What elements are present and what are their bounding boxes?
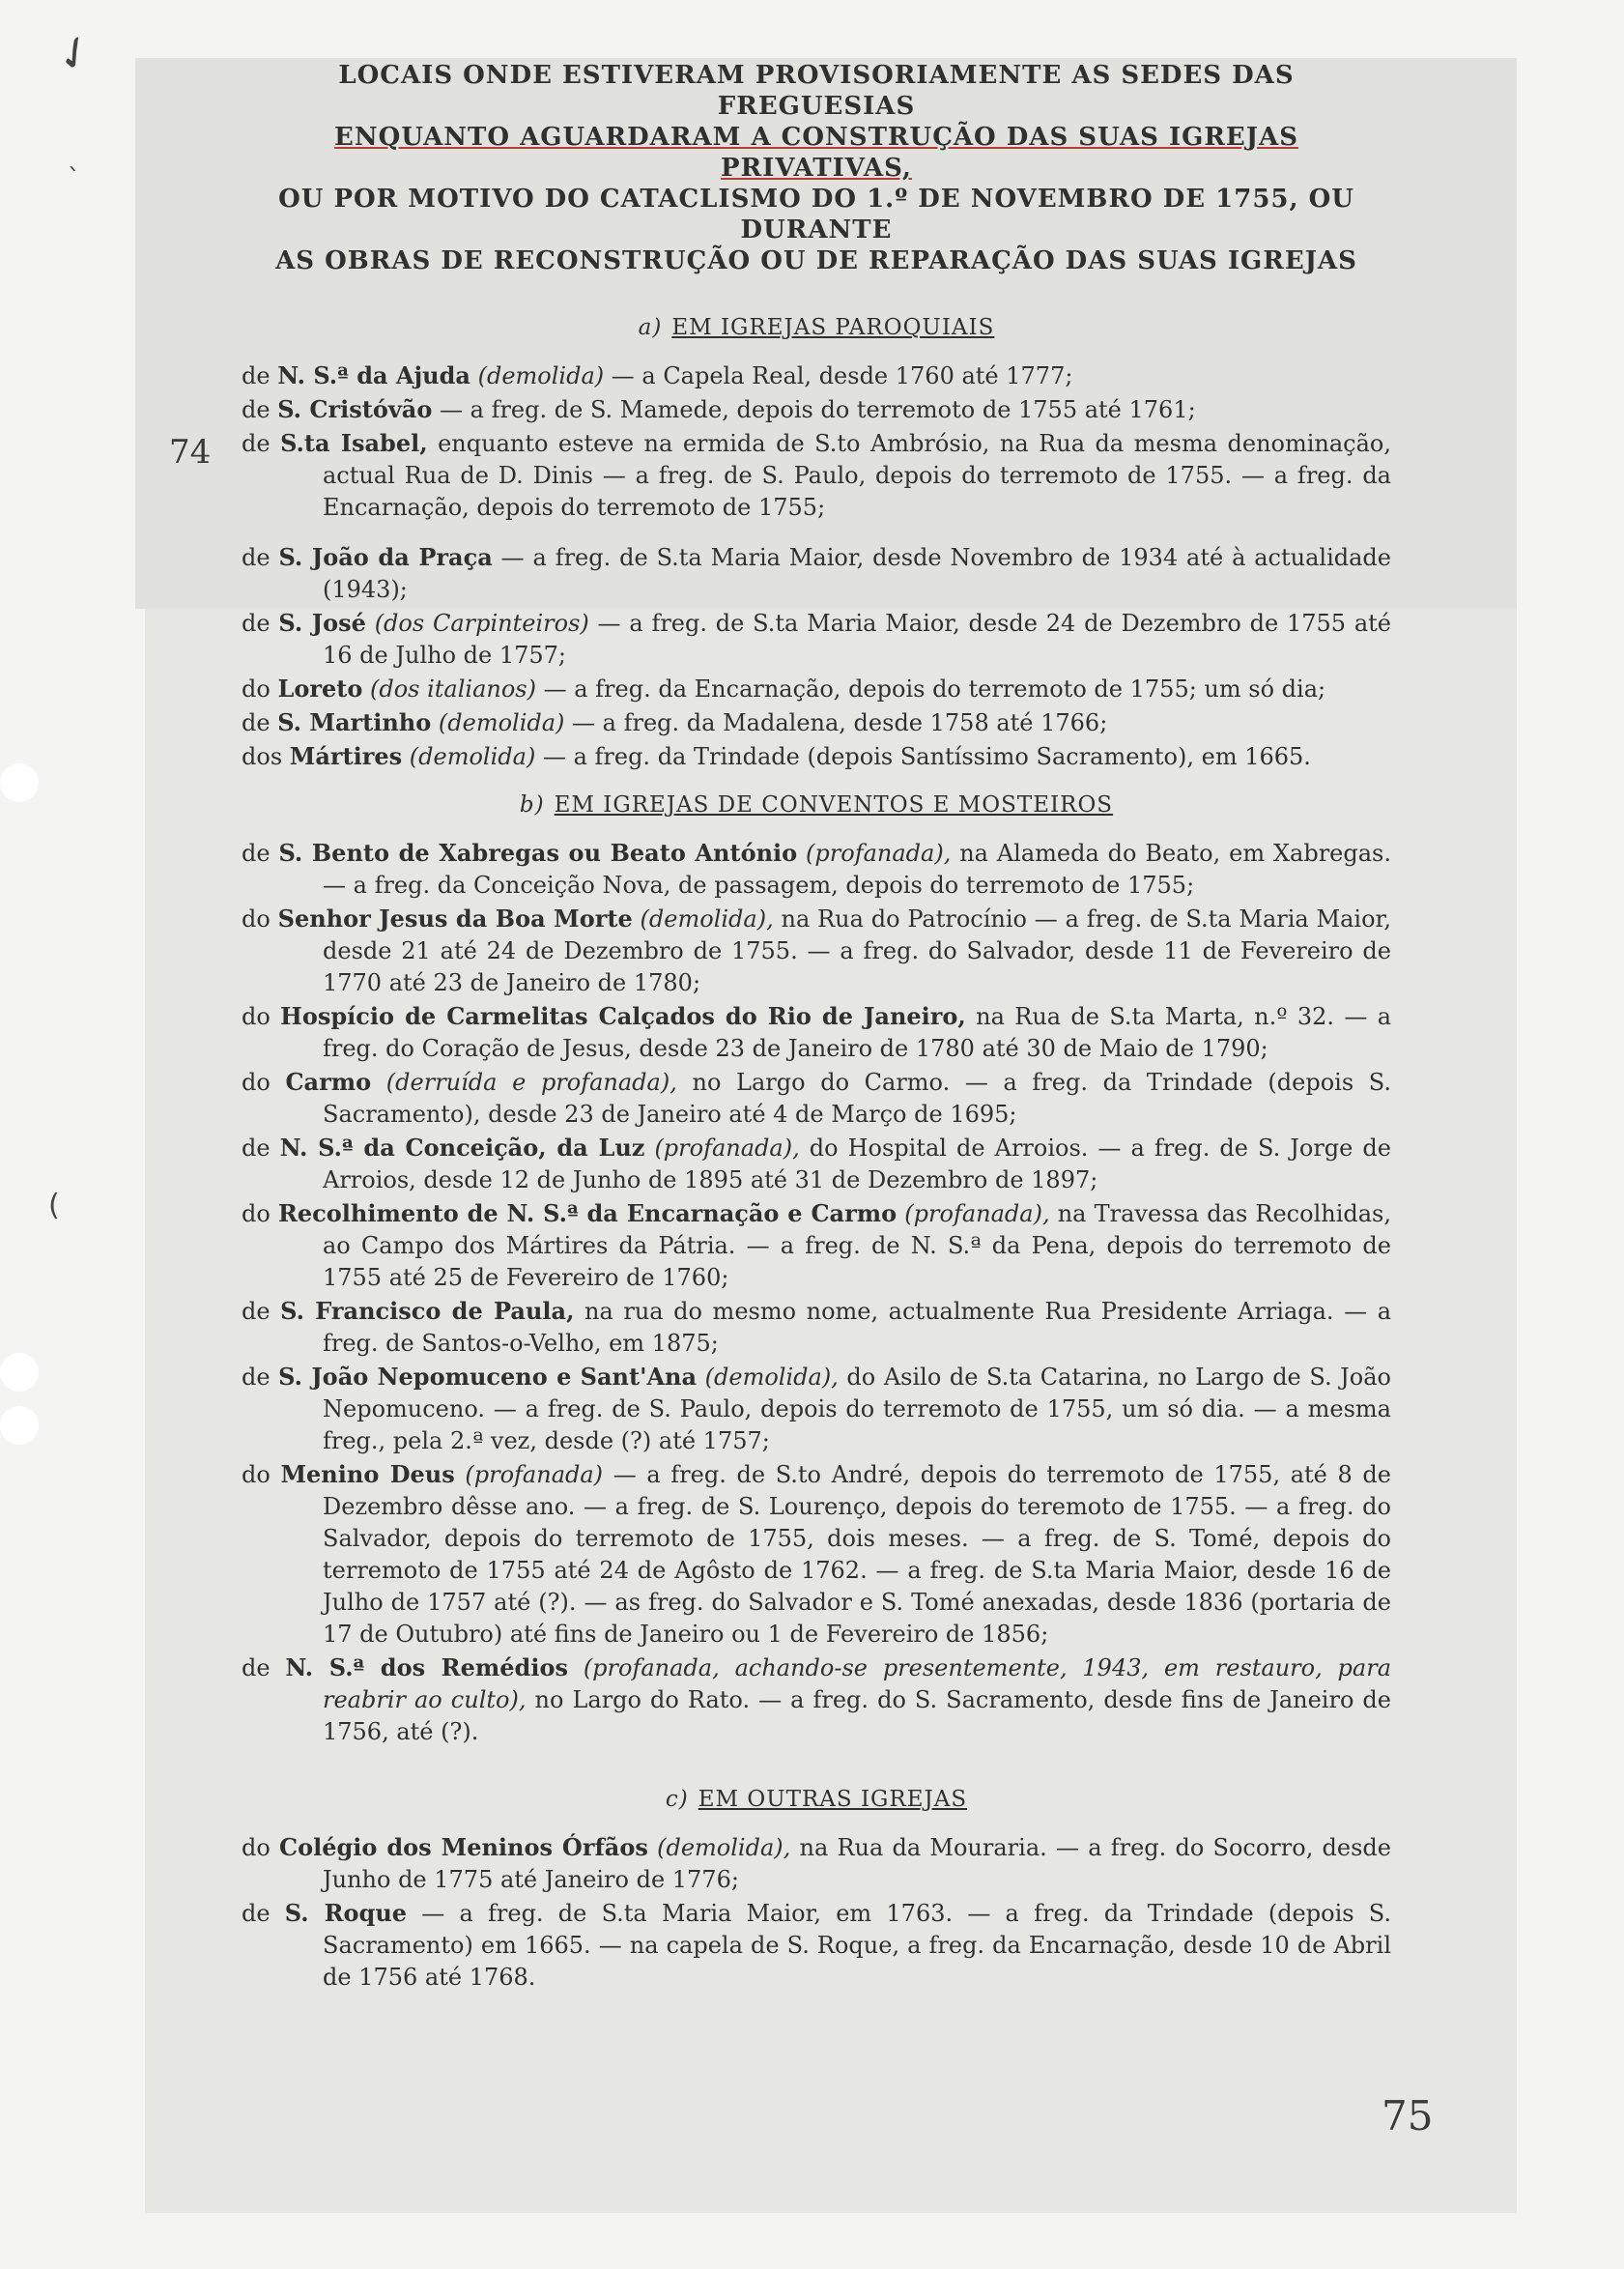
section-title: EM OUTRAS IGREJAS: [698, 1787, 968, 1812]
entry-church: S. João Nepomuceno e Sant'Ana: [278, 1363, 698, 1391]
binder-hole: [0, 1353, 39, 1392]
section-heading: [242, 315, 1391, 340]
list-item: [242, 541, 1391, 606]
entry-text: na Rua do Patrocínio — a freg. de S.ta Maria Maior, desde 21 até 24 de Dezembro de 1755. — a freg. do Salvador, desde 11 de Fevereiro de 1770 até 23 de Janeiro de 1780;: [323, 905, 1392, 996]
entry-text: — a freg. da Encarnação, depois do terremoto de 1755; um só dia;: [535, 675, 1326, 703]
document-body: [242, 60, 1391, 1995]
list-item: [242, 1651, 1391, 1748]
entry-note: (demolida): [470, 362, 605, 389]
entry-prefix: do: [242, 905, 278, 933]
entry-text: na Rua de S.ta Marta, n.º 32. — a freg. do Coração de Jesus, desde 23 de Janeiro de 1780 até 30 de Maio de 1790;: [323, 1003, 1392, 1062]
list-item: [242, 359, 1391, 392]
entry-church: S. Roque: [284, 1899, 408, 1927]
entry-note: (demolida),: [632, 905, 774, 933]
title-line: OU POR MOTIVO DO CATACLISMO DO 1.º DE NOVEMBRO DE 1755, OU DURANTE: [278, 185, 1354, 244]
entry-church: S.ta Isabel,: [280, 429, 428, 457]
entry-prefix: de: [242, 1298, 281, 1325]
entry-church: Loreto: [277, 675, 363, 703]
entry-text: — a freg. de S.to André, depois do terremoto de 1755, até 8 de Dezembro dêsse ano. — a freg. de S. Lourenço, depois do teremoto de 1755. — a freg. do Salvador, depois do terremoto de 1755, dois meses. — a freg. de S. Tomé, depois do terremoto de 1755 até 24 de Agôsto de 1762. — a freg. de S.ta Maria Maior, desde 16 de Julho de 1757 até (?). — as freg. do Salvador e S. Tomé anexadas, desde 1836 (portaria de 17 de Outubro) até fins de Janeiro ou 1 de Fevereiro de 1856;: [323, 1461, 1391, 1648]
entry-prefix: de: [242, 1654, 286, 1681]
entry-text: na Travessa das Recolhidas, ao Campo dos Mártires da Pátria. — a freg. de N. S.ª da Pena, depois do terremoto de 1755 até 25 de Fevereiro de 1760;: [323, 1200, 1391, 1291]
pen-mark: `: [68, 164, 80, 193]
entry-note: (profanada, achando-se presentemente, 1943, em restauro, para reabrir ao culto),: [323, 1654, 1392, 1713]
entry-text: — a freg. de S.ta Maria Maior, desde 24 de Dezembro de 1755 até 16 de Julho de 1757;: [323, 610, 1392, 669]
entry-text: — a Capela Real, desde 1760 até 1777;: [604, 362, 1073, 389]
section-letter: a): [638, 315, 663, 340]
entry-church: N. S.ª da Ajuda: [277, 361, 470, 389]
entry-text: — a freg. de S. Mamede, depois do terremoto de 1755 até 1761;: [432, 396, 1196, 423]
entry-note: (dos italianos): [362, 675, 536, 703]
entry-text: — a freg. de S.ta Maria Maior, em 1763. — a freg. da Trindade (depois S. Sacramento) em 1665. — na capela de S. Roque, a freg. da Encarnação, desde 10 de Abril de 1756 até 1768.: [323, 1900, 1391, 1991]
entry-note: (demolida): [431, 709, 565, 736]
entry-text: do Asilo de S.ta Catarina, no Largo de S. João Nepomuceno. — a freg. de S. Paulo, depois do terremoto de 1755, um só dia. — a mesma freg., pela 2.ª vez, desde (?) até 1757;: [323, 1364, 1391, 1454]
list-item: [242, 1458, 1391, 1651]
entry-note: (profanada),: [797, 840, 952, 867]
section-heading: [242, 792, 1391, 818]
entry-church: Recolhimento de N. S.ª da Encarnação e Carmo: [277, 1199, 897, 1227]
entry-prefix: de: [242, 610, 279, 637]
sections-container: [242, 315, 1391, 1994]
binder-hole: [0, 763, 39, 802]
list-item: [242, 607, 1391, 672]
entry-text: na Alameda do Beato, em Xabregas. — a freg. da Conceição Nova, de passagem, depois do terremoto de 1755;: [323, 840, 1392, 899]
entry-prefix: de: [242, 1364, 279, 1391]
entry-note: (profanada),: [897, 1200, 1050, 1227]
entry-text: na Rua da Mouraria. — a freg. do Socorro, desde Junho de 1775 até Janeiro de 1776;: [323, 1834, 1391, 1893]
list-item: [242, 1000, 1391, 1065]
list-item: [242, 706, 1391, 739]
entry-text: — a freg. da Trindade (depois Santíssimo Sacramento), em 1665.: [535, 743, 1311, 770]
entry-prefix: de: [242, 1900, 285, 1927]
entry-text: — a freg. da Madalena, desde 1758 até 1766;: [564, 709, 1108, 736]
entry-prefix: do: [242, 1003, 281, 1030]
entry-prefix: de: [242, 396, 278, 423]
section-heading: [242, 1787, 1391, 1812]
entry-prefix: do: [242, 1069, 286, 1096]
list-item: [242, 1897, 1391, 1994]
list-item: [242, 837, 1391, 902]
list-item: [242, 393, 1391, 426]
list-item: [242, 903, 1391, 999]
entry-note: (derruída e profanada),: [371, 1069, 677, 1096]
entry-church: S. Cristóvão: [277, 395, 433, 423]
page-title: [242, 60, 1391, 276]
entry-prefix: do: [242, 1461, 281, 1488]
binder-hole: [0, 1406, 39, 1445]
entry-church: Menino Deus: [280, 1460, 455, 1488]
title-line: LOCAIS ONDE ESTIVERAM PROVISORIAMENTE AS SEDES DAS FREGUESIAS: [338, 61, 1295, 121]
entry-prefix: de: [242, 840, 279, 867]
page-number-left: 74: [169, 433, 212, 472]
entry-church: Hospício de Carmelitas Calçados do Rio de Janeiro,: [280, 1002, 966, 1030]
entry-note: (demolida),: [697, 1364, 839, 1391]
entry-text: — a freg. de S.ta Maria Maior, desde Novembro de 1934 até à actualidade (1943);: [323, 544, 1392, 603]
entry-text: na rua do mesmo nome, actualmente Rua Presidente Arriaga. — a freg. de Santos-o-Velho, em 1875;: [323, 1298, 1392, 1357]
pen-mark: (: [48, 1189, 60, 1222]
entry-prefix: de: [242, 430, 281, 457]
list-item: [242, 1197, 1391, 1294]
list-item: [242, 740, 1391, 773]
entry-church: N. S.ª dos Remédios: [285, 1653, 568, 1681]
section-letter: c): [665, 1787, 689, 1812]
entry-prefix: do: [242, 675, 278, 703]
list-item: [242, 673, 1391, 705]
entry-text: no Largo do Rato. — a freg. do S. Sacramento, desde fins de Janeiro de 1756, até (?).: [323, 1686, 1391, 1745]
entry-church: S. Francisco de Paula,: [280, 1297, 575, 1325]
entry-church: N. S.ª da Conceição, da Luz: [279, 1134, 645, 1162]
list-item: [242, 427, 1391, 524]
entry-note: (dos Carpinteiros): [365, 610, 589, 637]
entry-text: do Hospital de Arroios. — a freg. de S. Jorge de Arroios, desde 12 de Junho de 1895 até 31 de Dezembro de 1897;: [323, 1134, 1391, 1193]
entry-note: (demolida): [402, 743, 536, 770]
entry-church: S. Martinho: [277, 708, 432, 736]
title-line: AS OBRAS DE RECONSTRUÇÃO OU DE REPARAÇÃO DAS SUAS IGREJAS: [275, 246, 1357, 275]
entry-prefix: de: [242, 709, 278, 736]
entry-church: Carmo: [285, 1068, 372, 1096]
list-item: [242, 1831, 1391, 1896]
entry-note: (profanada): [454, 1461, 604, 1488]
list-item: [242, 1361, 1391, 1457]
entry-church: S. João da Praça: [278, 543, 493, 571]
entry-text: no Largo do Carmo. — a freg. da Trindade (depois S. Sacramento), desde 23 de Janeiro até 4 de Março de 1695;: [323, 1069, 1391, 1128]
section-letter: b): [519, 792, 545, 818]
entry-note: (demolida),: [647, 1834, 791, 1861]
entry-text: enquanto esteve na ermida de S.to Ambrósio, na Rua da mesma denominação, actual Rua de D. Dinis — a freg. de S. Paulo, depois do terremoto de 1755. — a freg. da Encarnação, depois do terremoto de 1755;: [323, 430, 1392, 521]
entry-church: S. José: [278, 609, 366, 637]
entry-church: S. Bento de Xabregas ou Beato António: [278, 839, 798, 867]
list-item: [242, 1295, 1391, 1360]
entry-prefix: de: [242, 544, 279, 571]
entry-church: Senhor Jesus da Boa Morte: [277, 905, 633, 933]
section-title: EM IGREJAS DE CONVENTOS E MOSTEIROS: [554, 792, 1114, 818]
pen-mark: ✓: [45, 20, 104, 86]
section-title: EM IGREJAS PAROQUIAIS: [671, 315, 995, 340]
entry-church: Colégio dos Meninos Órfãos: [279, 1833, 648, 1861]
entry-prefix: de: [242, 362, 278, 389]
entry-prefix: do: [242, 1834, 280, 1861]
entry-prefix: do: [242, 1200, 278, 1227]
entry-prefix: de: [242, 1134, 280, 1162]
entry-prefix: dos: [242, 743, 290, 770]
list-item: [242, 1066, 1391, 1131]
entry-church: Mártires: [289, 742, 403, 770]
title-line: ENQUANTO AGUARDARAM A CONSTRUÇÃO DAS SUAS IGREJAS PRIVATIVAS,: [334, 123, 1298, 183]
list-item: [242, 1132, 1391, 1196]
entry-note: (profanada),: [644, 1134, 800, 1162]
page-number-right: 75: [1382, 2092, 1434, 2140]
